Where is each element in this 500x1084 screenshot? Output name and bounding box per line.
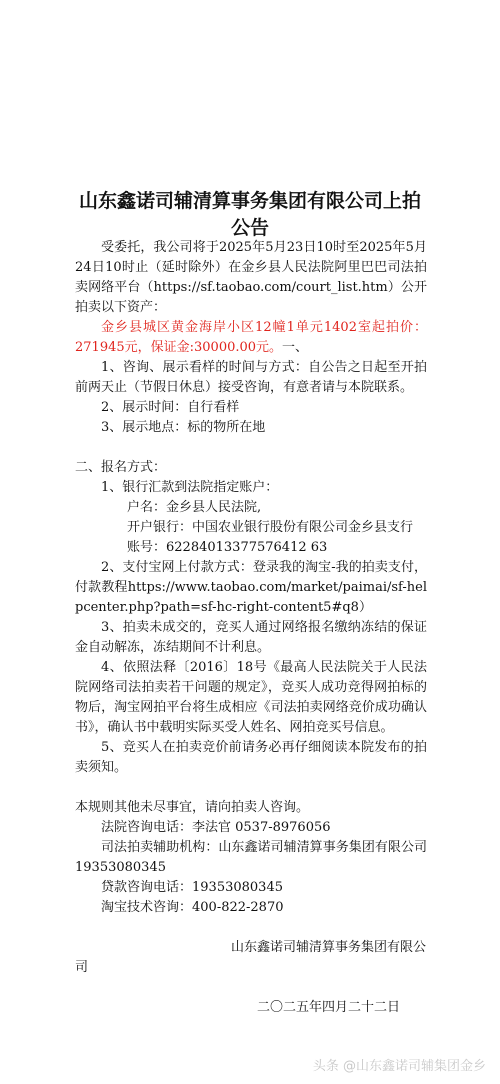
section1-item2: 2、展示时间：自行看样 xyxy=(101,400,240,415)
section2-item5: 5、竞买人在拍卖竞价前请务必再仔细阅读本院发布的拍卖须知。 xyxy=(75,740,427,775)
spacer xyxy=(75,978,427,998)
intro-paragraph xyxy=(75,238,427,318)
section2-heading: 二、报名方式： xyxy=(75,460,167,475)
tech-phone: 淘宝技术咨询：400-822-2870 xyxy=(101,900,284,915)
asset-tail: 一、 xyxy=(282,340,309,355)
source-watermark: 头条 @山东鑫诺司辅集团金乡 xyxy=(312,1059,486,1074)
section2-item2: 2、支付宝网上付款方式：登录我的淘宝-我的拍卖支付，付款教程https://www.taobao.com/market/paimai/sf-helpcenter.php?path=sf-hc-right-content5#q8） xyxy=(75,560,427,615)
asset-paragraph xyxy=(75,318,427,358)
loan-phone: 贷款咨询电话：19353080345 xyxy=(101,880,283,895)
account-number: 账号：62284013377576412 63 xyxy=(127,540,328,555)
court-phone: 法院咨询电话：李法官 0537-8976056 xyxy=(101,820,331,835)
section2-item1: 1、银行汇款到法院指定账户： xyxy=(101,480,279,495)
account-bank: 开户银行：中国农业银行股份有限公司金乡县支行 xyxy=(127,520,414,535)
section2-item3: 3、拍卖未成交的，竞买人通过网络报名缴纳冻结的保证金自动解冻，冻结期间不计利息。 xyxy=(75,620,427,655)
asset-highlight: 金乡县城区黄金海岸小区12幢1单元1402室起拍价：271945元，保证金:30000.00元。 xyxy=(75,320,427,355)
section1-item3: 3、展示地点：标的物所在地 xyxy=(101,420,266,435)
spacer xyxy=(75,438,427,458)
account-name: 户名：金乡县人民法院, xyxy=(127,500,262,515)
agency-info: 司法拍卖辅助机构：山东鑫诺司辅清算事务集团有限公司19353080345 xyxy=(75,840,427,875)
section1-item1: 1、咨询、展示看样的时间与方式：自公告之日起至开拍前两天止（节假日休息）接受咨询，有意者请与本院联系。 xyxy=(75,360,427,395)
intro-text: 受委托，我公司将于2025年5月23日10时至2025年5月24日10时止（延时除外）在金乡县人民法院阿里巴巴司法拍卖网络平台（https://sf.taobao.com/court_list.htm）公开拍卖以下资产： xyxy=(75,240,427,315)
spacer xyxy=(75,778,427,798)
spacer xyxy=(75,918,427,938)
signature-org: 山东鑫诺司辅清算事务集团有限公司 xyxy=(75,940,427,975)
announcement-body xyxy=(75,238,427,1018)
signature-date: 二〇二五年四月二十二日 xyxy=(257,1000,401,1015)
section2-item4: 4、依照法释〔2016〕18号《最高人民法院关于人民法院网络司法拍卖若干问题的规定》，竞买人成功竞得网拍标的物后，淘宝网拍平台将生成相应《司法拍卖网络竞价成功确认书》，确认书中载明实际买受人姓名、网拍竞买号信息。 xyxy=(75,660,427,735)
page-title: 山东鑫诺司辅清算事务集团有限公司上拍公告 xyxy=(78,190,421,239)
closing-note: 本规则其他未尽事宜，请向拍卖人咨询。 xyxy=(75,800,310,815)
